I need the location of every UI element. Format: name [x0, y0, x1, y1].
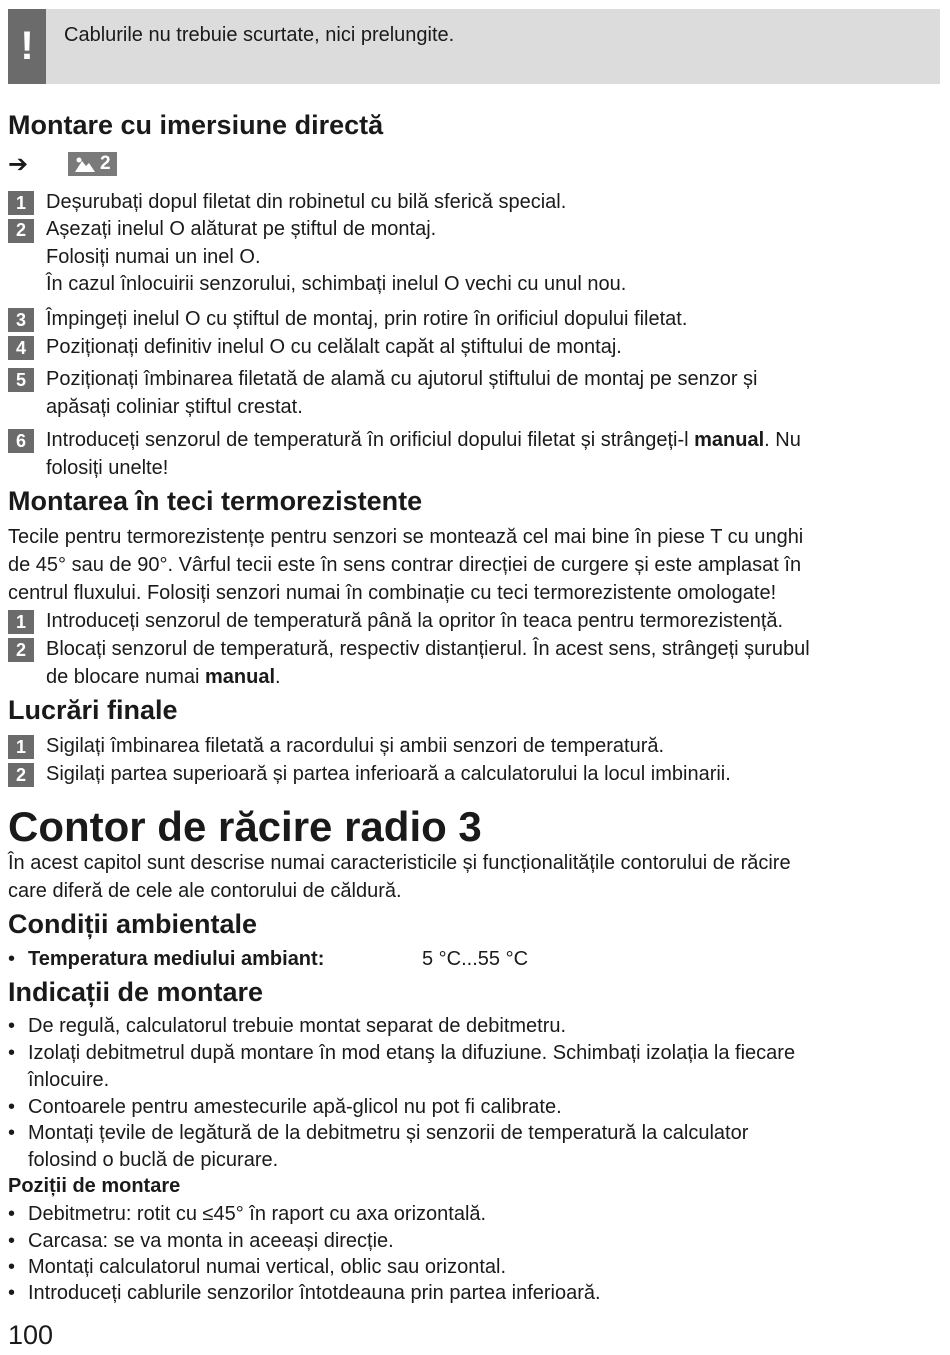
list-item — [8, 1013, 928, 1040]
step-text: folosiți unelte! — [46, 457, 169, 479]
list-item — [8, 1228, 928, 1255]
bullet-icon: • — [8, 1122, 16, 1144]
list-item — [8, 1201, 928, 1228]
chapter-intro — [8, 849, 940, 905]
bullet-icon: • — [8, 1256, 16, 1278]
thermowell-step-1 — [8, 607, 938, 635]
warning-text: Cablurile nu trebuie scurtate, nici prelungite. — [64, 24, 455, 46]
step-text: Sigilați partea superioară și partea inferioară a calculatorului la locul imbinarii. — [46, 763, 731, 785]
bullet-icon: • — [8, 1096, 16, 1118]
step-number: 2 — [8, 638, 34, 662]
figure-number: 2 — [100, 153, 111, 174]
paragraph-line: care diferă de cele ale contorului de căldură. — [8, 880, 402, 902]
step-text-part: . Nu — [764, 429, 801, 451]
step-3 — [8, 305, 938, 333]
list-item — [8, 1280, 928, 1307]
paragraph-line: de 45° sau de 90°. Vârful tecii este în sens contrar direcției de curgere și este amplasat în — [8, 554, 802, 576]
step-text: Introduceți senzorul de temperatură până la opritor în teaca pentru termorezistență. — [46, 610, 784, 632]
list-item-text: Carcasa: se va monta in aceeași direcție. — [28, 1230, 394, 1252]
section-title-final-works: Lucrări finale — [8, 695, 178, 725]
ambient-temperature-item — [8, 946, 928, 973]
step-4 — [8, 333, 938, 361]
arrow-right-icon: ➔ — [8, 150, 29, 178]
section-title-mounting-instructions: Indicații de montare — [8, 977, 264, 1007]
step-1 — [8, 188, 938, 216]
page-number: 100 — [8, 1320, 54, 1350]
step-number: 2 — [8, 763, 34, 787]
list-item-text: Contoarele pentru amestecurile apă-glicol nu pot fi calibrate. — [28, 1096, 562, 1118]
step-text: În cazul înlocuirii senzorului, schimbați inelul O vechi cu unul nou. — [46, 273, 627, 295]
paragraph-line: centrul fluxului. Folosiți senzori numai în combinație cu teci termorezistente omologate! — [8, 582, 777, 604]
figure-reference — [8, 150, 117, 178]
bullet-icon: • — [8, 1203, 16, 1225]
image-icon — [74, 155, 96, 173]
bullet-icon: • — [8, 948, 16, 970]
list-item-text: Introduceți cablurile senzorilor întotdeauna prin partea inferioară. — [28, 1282, 601, 1304]
warning-box — [8, 9, 940, 84]
step-number: 5 — [8, 368, 34, 392]
step-text: Deșurubați dopul filetat din robinetul cu bilă sferică special. — [46, 191, 567, 213]
step-number: 4 — [8, 336, 34, 360]
step-text-bold: manual — [694, 429, 765, 451]
section-title-direct-immersion: Montare cu imersiune directă — [8, 110, 384, 140]
step-text: Poziționați definitiv inelul O cu celălalt capăt al știftului de montaj. — [46, 336, 622, 358]
list-item-text: folosind o buclă de picurare. — [28, 1149, 279, 1171]
step-text — [46, 426, 938, 454]
step-number: 6 — [8, 429, 34, 453]
step-text: Poziționați îmbinarea filetată de alamă cu ajutorul știftului de montaj pe senzor și — [46, 368, 758, 390]
step-number: 1 — [8, 610, 34, 634]
step-text-bold: manual — [204, 666, 276, 688]
section-title-ambient-conditions: Condiții ambientale — [8, 909, 258, 939]
section-title-thermowell: Montarea în teci termorezistente — [8, 486, 423, 516]
step-text — [46, 663, 938, 691]
list-item — [8, 1120, 928, 1174]
list-item-text: înlocuire. — [28, 1069, 110, 1091]
step-text: Folosiți numai un inel O. — [46, 245, 261, 268]
ambient-temperature-value: 5 °C...55 °C — [422, 948, 529, 970]
list-item-text: Montați calculatorul numai vertical, oblic sau orizontal. — [28, 1256, 506, 1278]
list-item — [8, 1254, 928, 1281]
step-number: 1 — [8, 191, 34, 215]
step-2 — [8, 216, 938, 299]
paragraph-line: În acest capitol sunt descrise numai caracteristicile și funcționalitățile contorului de răcire — [8, 852, 791, 874]
list-item-text: De regulă, calculatorul trebuie montat separat de debitmetru. — [28, 1015, 567, 1037]
list-item — [8, 1094, 928, 1121]
paragraph-line: Tecile pentru termorezistențe pentru senzori se montează cel mai bine în piese T cu unghi — [8, 526, 804, 548]
warning-icon: ! — [8, 9, 46, 84]
step-text-part: de blocare numai — [46, 666, 205, 688]
list-item — [8, 1040, 928, 1094]
subsection-title-mounting-positions: Poziții de montare — [8, 1175, 181, 1197]
bullet-icon: • — [8, 1230, 16, 1252]
step-text: Împingeți inelul O cu știftul de montaj, prin rotire în orificiul dopului filetat. — [46, 308, 688, 330]
final-step-1 — [8, 732, 938, 760]
step-number: 1 — [8, 735, 34, 759]
step-text: Așezați inelul O alăturat pe știftul de montaj. — [46, 218, 437, 240]
figure-badge — [68, 152, 117, 176]
step-text-part: Introduceți senzorul de temperatură în orificiul dopului filetat și strângeți-l — [46, 429, 695, 451]
bullet-icon: • — [8, 1282, 16, 1304]
step-text: Sigilați îmbinarea filetată a racordului și ambii senzori de temperatură. — [46, 735, 665, 757]
thermowell-step-2 — [8, 635, 938, 691]
bullet-icon: • — [8, 1015, 16, 1037]
list-item-text: Montați țevile de legătură de la debitmetru și senzorii de temperatură la calculator — [28, 1122, 749, 1144]
step-text-part: . — [275, 666, 281, 688]
list-item-text: Debitmetru: rotit cu ≤45° în raport cu axa orizontală. — [28, 1203, 487, 1225]
step-text: apăsați coliniar știftul crestat. — [46, 396, 303, 418]
step-number: 3 — [8, 308, 34, 332]
step-text: Blocați senzorul de temperatură, respectiv distanțierul. În acest sens, strângeți șurubul — [46, 638, 810, 660]
bullet-icon: • — [8, 1042, 16, 1064]
final-step-2 — [8, 760, 938, 788]
step-5 — [8, 365, 938, 421]
step-6 — [8, 426, 938, 482]
ambient-temperature-label: Temperatura mediului ambiant: — [28, 948, 325, 970]
step-number: 2 — [8, 219, 34, 243]
list-item-text: Izolați debitmetrul după montare în mod etanş la difuziune. Schimbați izolația la fiecare — [28, 1042, 796, 1064]
chapter-title: Contor de răcire radio 3 — [8, 803, 482, 850]
thermowell-intro — [8, 523, 940, 607]
